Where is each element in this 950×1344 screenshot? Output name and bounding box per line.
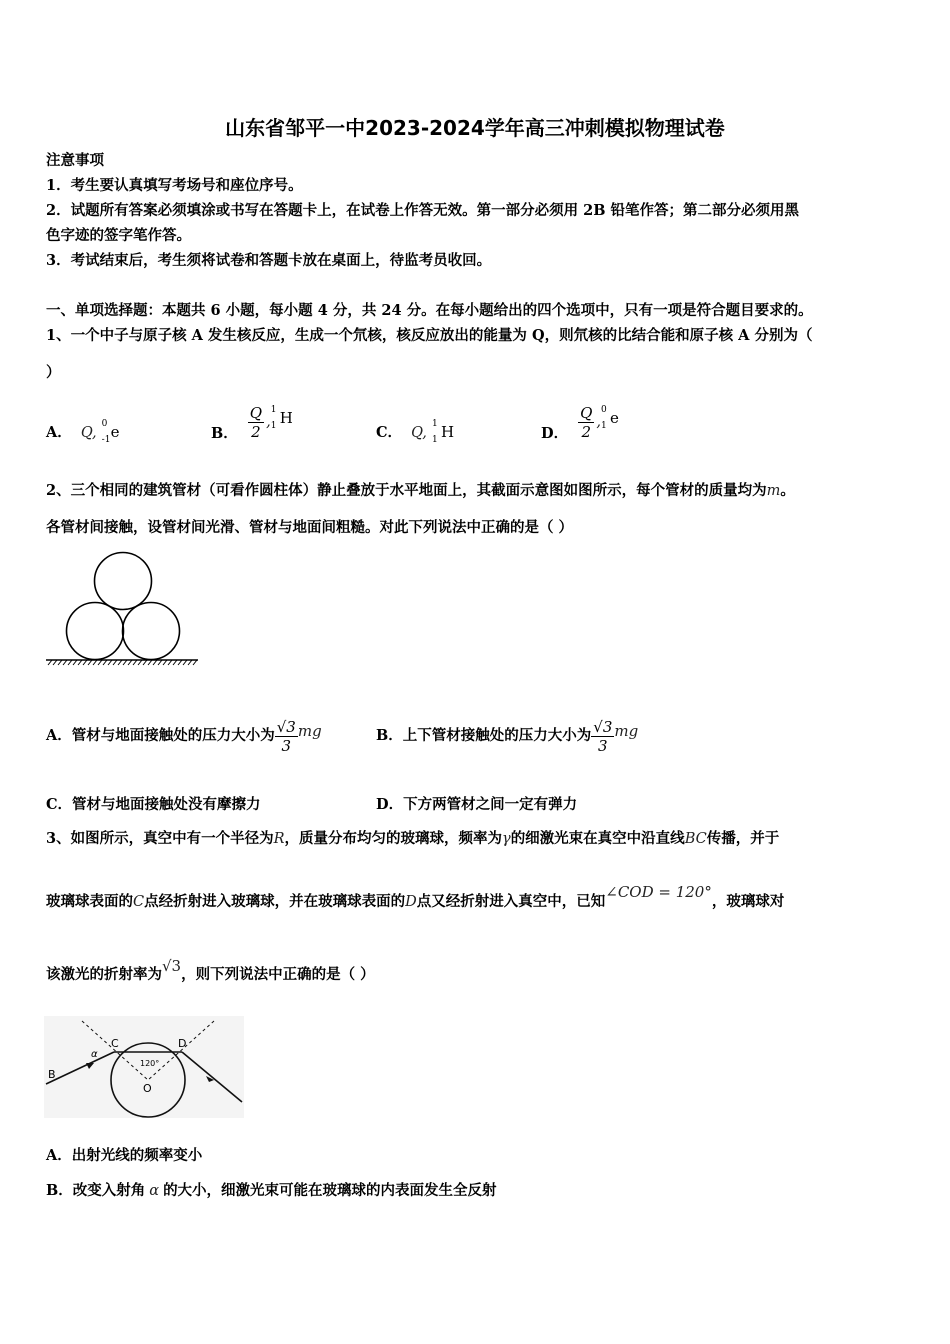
q2-option-a: [46, 712, 322, 760]
text: B．改变入射角: [46, 1182, 146, 1199]
q-symbol: Q: [411, 425, 423, 441]
notice-item: 色字迹的签字笔作答。: [46, 227, 191, 244]
page-title: 山东省邹平一中2023-2024学年高三冲刺模拟物理试卷: [225, 116, 725, 140]
nuclide-symbol: e: [110, 423, 120, 441]
numerator: √3: [276, 717, 296, 736]
lower-left-pipe: [67, 603, 124, 660]
nuclide: [431, 419, 455, 445]
mg-symbol: mg: [297, 722, 322, 740]
numerator: Q: [580, 403, 593, 422]
q1-option-d: [541, 398, 619, 446]
denominator: 2: [251, 422, 261, 441]
nuclide-symbol: e: [610, 408, 619, 427]
line-bc: BC: [684, 831, 707, 847]
denominator: 2: [581, 422, 591, 441]
q3-option-a: A．出射光线的频率变小: [46, 1147, 203, 1164]
option-text: B．上下管材接触处的压力大小为: [376, 727, 592, 744]
q1-option-a: [46, 419, 120, 445]
frequency-symbol: γ: [502, 831, 511, 847]
nuclide-symbol: H: [440, 423, 455, 441]
text: 点又经折射进入真空中，已知: [416, 893, 606, 910]
point-d: D: [405, 894, 417, 910]
option-label: D．: [541, 425, 569, 442]
numerator: √3: [593, 717, 613, 736]
nuclide-charge-number: -1: [101, 435, 111, 445]
fraction: [578, 404, 594, 441]
q1-stem: 1、一个中子与原子核 A 发生核反应，生成一个氘核，核反应放出的能量为 Q，则氘核的比结合能和原子核 A 分别为（: [46, 327, 813, 344]
separator: ,: [92, 425, 97, 441]
nuclide: [101, 419, 120, 445]
label-angle: 120°: [140, 1059, 160, 1068]
mass-symbol: m: [766, 483, 781, 499]
nuclide-mass-number: 0: [101, 419, 108, 429]
separator: ,: [422, 425, 427, 441]
text: 该激光的折射率为: [46, 966, 162, 983]
option-label: A．: [46, 424, 72, 441]
section-heading: 一、单项选择题：本题共 6 小题，每小题 4 分，共 24 分。在每小题给出的四个选项中，只有一项是符合题目要求的。: [46, 302, 813, 319]
q2-stem-line2: 各管材间接触，设管材间光滑、管材与地面间粗糙。对此下列说法中正确的是（ ）: [46, 519, 574, 536]
text: ，则下列说法中正确的是（ ）: [181, 966, 375, 983]
q1-stem-end: ）: [46, 364, 61, 381]
numerator: Q: [249, 403, 263, 422]
q3-stem-line2: [46, 883, 785, 912]
upper-pipe: [95, 553, 152, 610]
q3-option-b: [46, 1181, 497, 1201]
nuclide-charge-number: 1: [601, 420, 607, 431]
notice-item: 3．考试结束后，考生须将试卷和答题卡放在桌面上，待监考员收回。: [46, 252, 492, 269]
nuclide-mass-number: 1: [431, 419, 438, 429]
q3-stem-line1: [46, 829, 779, 849]
glass-sphere-figure: [44, 1016, 244, 1118]
separator: ,: [266, 414, 271, 430]
fraction: [275, 718, 298, 755]
q2-option-b: [376, 712, 638, 760]
q2-option-c: C．管材与地面接触处没有摩擦力: [46, 796, 261, 813]
text: 玻璃球表面的: [46, 893, 133, 910]
nuclide-mass-number: 1: [270, 404, 277, 415]
lower-right-pipe: [123, 603, 180, 660]
notice-item: 1．考生要认真填写考场号和座位序号。: [46, 177, 303, 194]
q2-stem: [46, 481, 795, 501]
q2-stem-period: 。: [780, 482, 795, 499]
q-symbol: Q: [80, 425, 92, 441]
angle-cod: ∠COD = 120°: [605, 883, 712, 901]
q3-stem-line3: [46, 957, 375, 985]
nuclide-charge-number: 1: [431, 435, 438, 445]
q1-option-b: [211, 398, 293, 446]
q2-option-d: D．下方两管材之间一定有弹力: [376, 796, 578, 813]
q2-stem-text: 2、三个相同的建筑管材（可看作圆柱体）静止叠放于水平地面上，其截面示意图如图所示，每个管材的质量均为: [46, 482, 767, 499]
sqrt-three: √3: [162, 957, 182, 975]
point-c: C: [133, 894, 145, 910]
text: ，玻璃球对: [711, 893, 785, 910]
text: 3、如图所示，真空中有一个半径为: [46, 830, 274, 847]
nuclide-mass-number: 0: [601, 404, 607, 415]
alpha-symbol: α: [149, 1183, 160, 1199]
separator: ,: [596, 414, 601, 430]
radius-symbol: R: [273, 831, 285, 847]
option-label: C．: [376, 424, 403, 441]
nuclide-symbol: H: [279, 408, 293, 427]
fraction: [248, 404, 264, 441]
denominator: 3: [281, 736, 292, 755]
option-text: A．管材与地面接触处的压力大小为: [46, 727, 275, 744]
text: ，质量分布均匀的玻璃球，频率为: [284, 830, 503, 847]
text: 点经折射进入玻璃球，并在玻璃球表面的: [144, 893, 406, 910]
nuclide: [601, 404, 619, 431]
label-alpha: α: [91, 1049, 98, 1060]
option-label: B．: [211, 425, 238, 442]
notice-item: 2．试题所有答案必须填涂或书写在答题卡上，在试卷上作答无效。第一部分必须用 2B 铅笔作答；第二部分必须用黑: [46, 202, 800, 219]
pipes-figure: [44, 548, 200, 666]
label-o: O: [143, 1082, 152, 1095]
nuclide-charge-number: 1: [270, 420, 277, 431]
q1-option-c: [376, 419, 455, 445]
text: 传播，并于: [706, 830, 780, 847]
label-d: D: [178, 1037, 187, 1050]
label-c: C: [111, 1037, 119, 1050]
nuclide: [270, 404, 293, 431]
label-b: B: [48, 1068, 56, 1081]
text: 的细激光束在真空中沿直线: [510, 830, 685, 847]
mg-symbol: mg: [614, 722, 639, 740]
notice-heading: 注意事项: [46, 152, 104, 169]
fraction: [591, 718, 614, 755]
denominator: 3: [598, 736, 608, 755]
text: 的大小，细激光束可能在玻璃球的内表面发生全反射: [163, 1182, 497, 1199]
